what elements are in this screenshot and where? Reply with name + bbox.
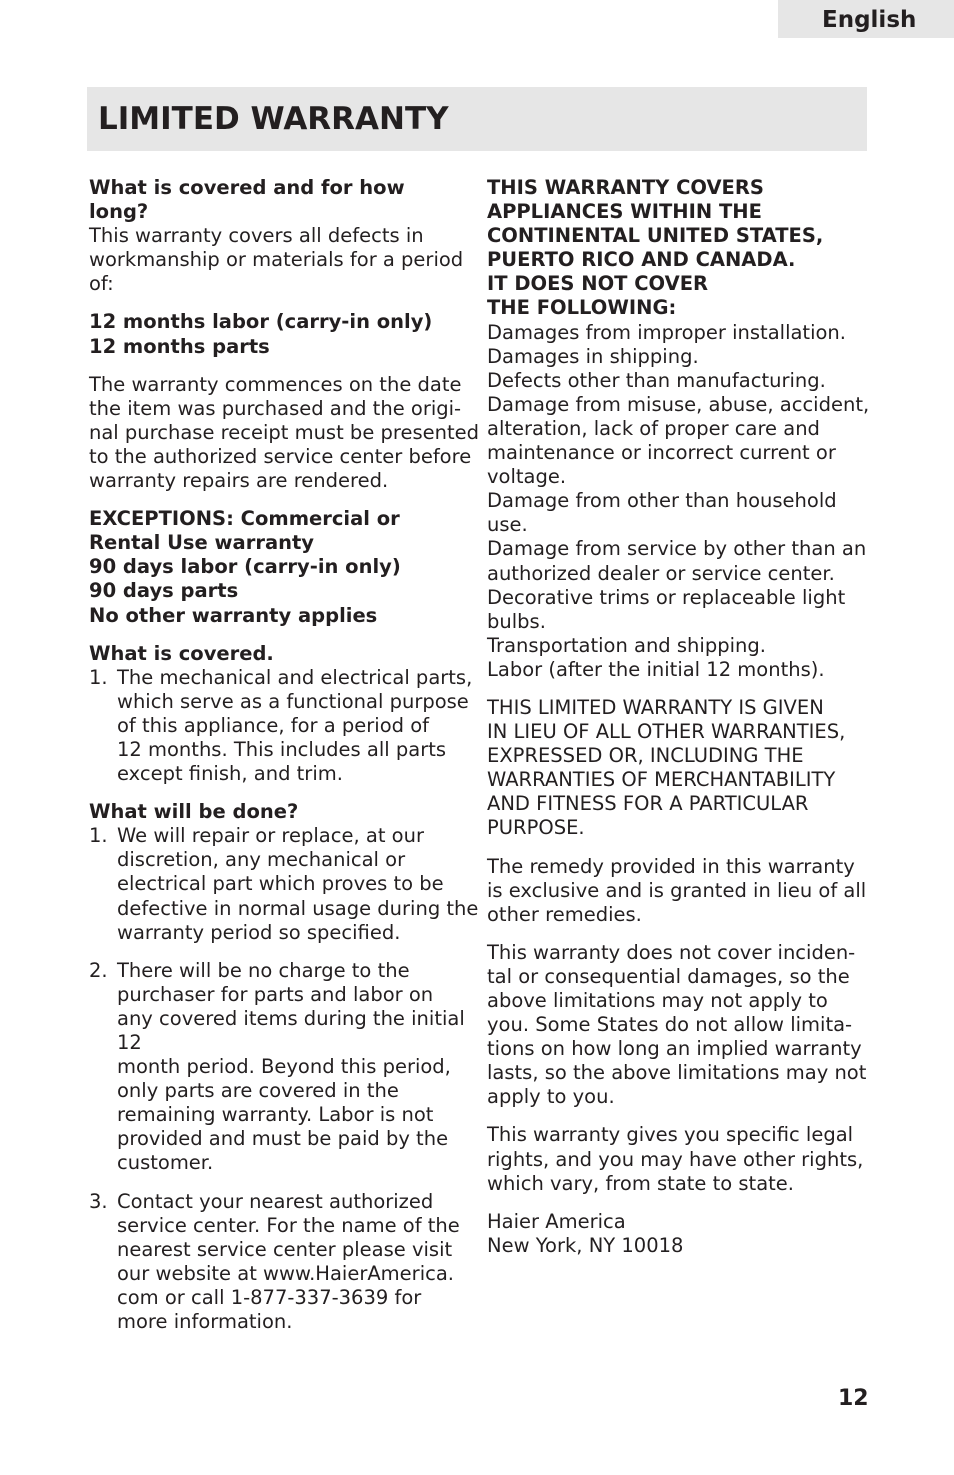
- text-line: is exclusive and is granted in lieu of all: [487, 878, 867, 902]
- text-line: which serve as a functional purpose: [117, 689, 469, 713]
- text-line: our website at www.HaierAmerica.: [117, 1261, 454, 1285]
- text-line: purchaser for parts and labor on: [117, 982, 434, 1006]
- text-line: long?: [89, 200, 149, 224]
- list-number: 1.: [89, 824, 108, 848]
- text-line: Damage from service by other than an: [487, 537, 867, 561]
- text-line: month period. Beyond this period,: [117, 1055, 451, 1079]
- text-line: lasts, so the above limitations may not: [487, 1061, 867, 1085]
- text-line: use.: [487, 513, 528, 537]
- text-line: to the authorized service center before: [89, 444, 472, 468]
- text-line: PURPOSE.: [487, 816, 585, 840]
- text-line: discretion, any mechanical or: [117, 848, 406, 872]
- what-done-list: [89, 824, 479, 1334]
- text-line: com or call 1-877-337-3639 for: [117, 1285, 422, 1309]
- text-line: except finish, and trim.: [117, 762, 343, 786]
- right-column: [487, 176, 870, 1272]
- text-line: service center. For the name of the: [117, 1213, 460, 1237]
- list-number: 2.: [89, 958, 108, 982]
- covered-how-long-text: [89, 224, 467, 296]
- text-line: workmanship or materials for a period: [89, 248, 464, 272]
- text-line: more information.: [117, 1310, 293, 1334]
- text-line: nearest service center please visit: [117, 1237, 453, 1261]
- list-item: [89, 665, 473, 786]
- text-line: What is covered and for how: [89, 176, 405, 199]
- text-line: This warranty does not cover inciden-: [487, 940, 856, 964]
- text-line: alteration, lack of proper care and: [487, 416, 820, 440]
- text-line: The warranty commences on the date: [89, 372, 462, 396]
- text-line: 12: [117, 1031, 142, 1054]
- list-item-text: [117, 959, 467, 1176]
- text-line: only parts are covered in the: [117, 1079, 399, 1103]
- exclusions-list: [487, 320, 870, 682]
- text-line: We will repair or replace, at our: [117, 824, 424, 848]
- text-line: THIS LIMITED WARRANTY IS GIVEN: [487, 695, 824, 719]
- text-line: Contact your nearest authorized: [117, 1189, 434, 1213]
- text-line: 12 months parts: [89, 334, 270, 358]
- rights-text: [487, 1123, 865, 1195]
- text-line: Damages in shipping.: [487, 344, 699, 368]
- text-line: 12 months labor (carry-in only): [89, 310, 433, 334]
- covered-how-long-heading: [89, 176, 467, 224]
- text-line: electrical part which proves to be: [117, 872, 444, 896]
- coverage-terms: [89, 310, 467, 358]
- list-number: 1.: [89, 665, 108, 689]
- text-line: warranty period so specified.: [117, 920, 401, 944]
- text-line: EXPRESSED OR, INCLUDING THE: [487, 744, 804, 768]
- page-title: LIMITED WARRANTY: [98, 101, 449, 137]
- text-line: 90 days labor (carry-in only): [89, 555, 401, 579]
- left-column: [89, 176, 480, 1348]
- text-line: There will be no charge to the: [117, 958, 410, 982]
- coverage-heading: [487, 176, 865, 321]
- text-line: tions on how long an implied warranty: [487, 1037, 862, 1061]
- text-line: tal or consequential damages, so the: [487, 964, 850, 988]
- list-item-text: [117, 665, 473, 786]
- text-line: PUERTO RICO AND CANADA.: [487, 248, 796, 272]
- text-line: rights, and you may have other rights,: [487, 1147, 864, 1171]
- remedy-text: [487, 855, 865, 927]
- text-line: 90 days parts: [89, 579, 239, 603]
- text-line: Damages from improper installation.: [487, 320, 846, 344]
- text-line: above limitations may not apply to: [487, 989, 828, 1012]
- address-block: [487, 1210, 865, 1258]
- text-line: New York, NY 10018: [487, 1233, 684, 1257]
- text-line: Rental Use warranty: [89, 531, 315, 555]
- text-line: Haier America: [487, 1209, 626, 1233]
- text-line: of:: [89, 272, 114, 296]
- text-line: IN LIEU OF ALL OTHER WARRANTIES,: [487, 720, 846, 744]
- text-line: IT DOES NOT COVER: [487, 272, 709, 296]
- text-line: authorized dealer or service center.: [487, 561, 835, 585]
- text-line: 12 months. This includes all parts: [117, 737, 447, 761]
- text-line: The remedy provided in this warranty: [487, 854, 855, 878]
- title-bar: [87, 87, 867, 151]
- text-line: nal purchase receipt must be presented: [89, 420, 480, 444]
- text-line: Decorative trims or replaceable light: [487, 585, 846, 609]
- text-line: the item was purchased and the origi-: [89, 396, 462, 420]
- text-line: THE FOLLOWING:: [487, 296, 677, 320]
- list-item: [89, 959, 467, 1176]
- text-line: customer.: [117, 1151, 214, 1175]
- what-covered-heading: What is covered.: [89, 641, 274, 665]
- page-number: 12: [838, 1386, 869, 1411]
- exceptions-block: [89, 507, 467, 627]
- text-line: any covered items during the initial: [117, 1006, 465, 1030]
- text-line: CONTINENTAL UNITED STATES,: [487, 224, 824, 248]
- text-line: voltage.: [487, 465, 567, 489]
- text-line: EXCEPTIONS: Commercial or: [89, 507, 400, 531]
- text-line: Defects other than manufacturing.: [487, 368, 826, 392]
- text-line: maintenance or incorrect current or: [487, 441, 836, 465]
- text-line: Labor (after the initial 12 months).: [487, 657, 825, 681]
- text-line: Damage from misuse, abuse, accident,: [487, 392, 870, 416]
- what-done-heading: What will be done?: [89, 800, 299, 824]
- text-line: provided and must be paid by the: [117, 1127, 449, 1151]
- text-line: This warranty gives you specific legal: [487, 1123, 854, 1147]
- text-line: bulbs.: [487, 609, 546, 633]
- language-tab: English: [778, 0, 954, 38]
- text-line: warranty repairs are rendered.: [89, 469, 389, 493]
- text-line: Transportation and shipping.: [487, 633, 766, 657]
- text-line: AND FITNESS FOR A PARTICULAR: [487, 792, 809, 816]
- text-line: This warranty covers all defects in: [89, 224, 424, 248]
- list-item: [89, 1190, 467, 1335]
- text-line: remaining warranty. Labor is not: [117, 1103, 434, 1127]
- list-item-text: [117, 824, 479, 944]
- lieu-text: [487, 696, 865, 841]
- text-line: defective in normal usage during the: [117, 896, 479, 920]
- text-line: No other warranty applies: [89, 603, 378, 627]
- text-line: apply to you.: [487, 1085, 615, 1109]
- list-number: 3.: [89, 1189, 108, 1213]
- text-line: The mechanical and electrical parts,: [117, 665, 473, 689]
- incidental-text: [487, 941, 865, 1110]
- text-line: you. Some States do not allow limita-: [487, 1013, 853, 1037]
- text-line: WARRANTIES OF MERCHANTABILITY: [487, 768, 836, 792]
- text-line: which vary, from state to state.: [487, 1171, 794, 1195]
- text-line: APPLIANCES WITHIN THE: [487, 200, 762, 224]
- list-item: [89, 824, 479, 944]
- text-line: other remedies.: [487, 902, 642, 926]
- list-item-text: [117, 1190, 467, 1335]
- text-line: THIS WARRANTY COVERS: [487, 176, 764, 199]
- what-covered-list: [89, 665, 473, 786]
- text-line: Damage from other than household: [487, 489, 837, 513]
- text-line: of this appliance, for a period of: [117, 713, 430, 737]
- commence-text: [89, 372, 480, 493]
